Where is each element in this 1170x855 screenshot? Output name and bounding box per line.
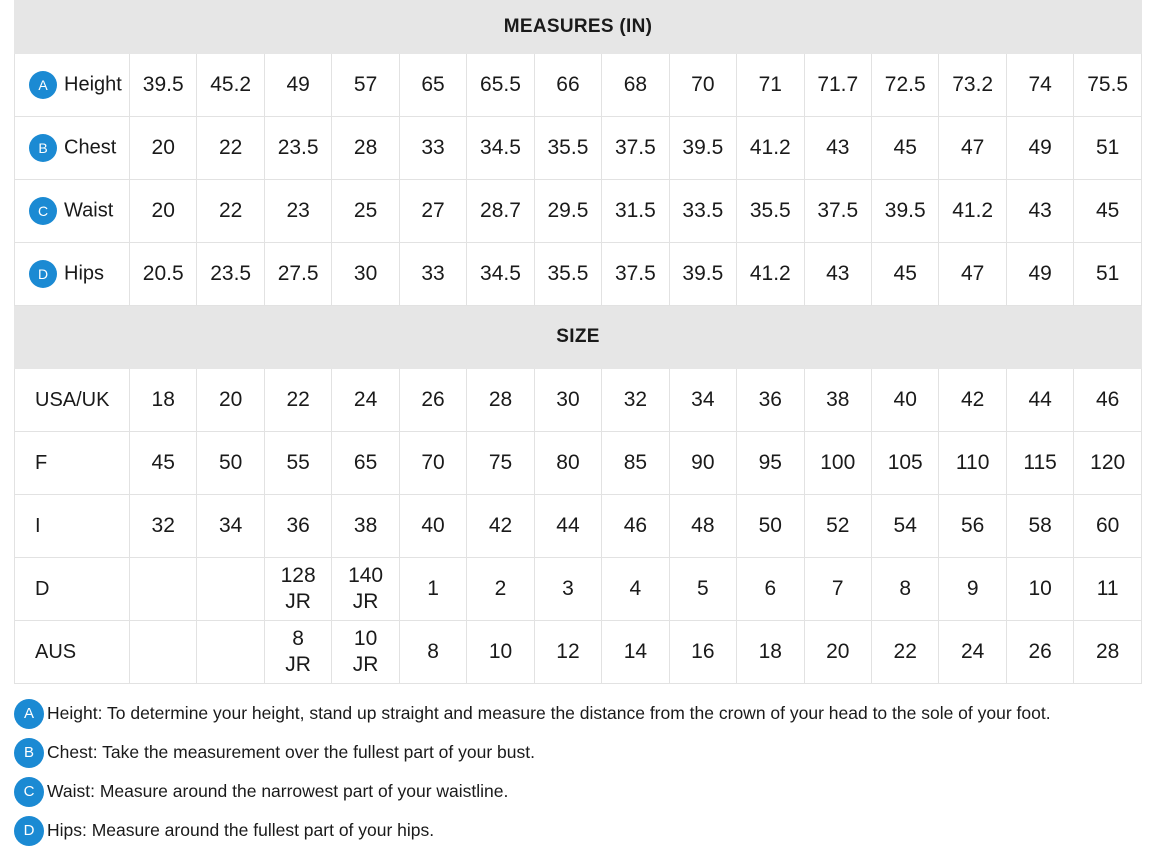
badge-d-icon: D bbox=[29, 260, 57, 288]
size-label: I bbox=[15, 495, 130, 558]
size-label: AUS bbox=[15, 621, 130, 684]
size-value-cell bbox=[197, 558, 264, 621]
size-header-row bbox=[15, 306, 1142, 369]
size-value-cell: 40 bbox=[871, 369, 938, 432]
measure-value-cell: 66 bbox=[534, 54, 601, 117]
measure-value-cell: 71 bbox=[737, 54, 804, 117]
size-value-cell bbox=[197, 621, 264, 684]
measure-value-cell: 20 bbox=[130, 180, 197, 243]
measure-value-cell: 43 bbox=[1006, 180, 1073, 243]
measure-label: Chest bbox=[64, 136, 117, 159]
size-row-usa-uk bbox=[15, 369, 1142, 432]
size-value-cell: 75 bbox=[467, 432, 534, 495]
size-value-cell: 24 bbox=[332, 369, 399, 432]
size-value-cell: 34 bbox=[669, 369, 736, 432]
note-text: Height: To determine your height, stand up straight and measure the distance from the crown of your head to the sole of your foot. bbox=[47, 703, 1051, 723]
measure-label-cell bbox=[15, 180, 130, 243]
size-value-line: 10 bbox=[353, 627, 378, 650]
measure-value-cell: 45 bbox=[1074, 180, 1142, 243]
size-value-cell: 44 bbox=[534, 495, 601, 558]
note-item bbox=[14, 772, 1154, 811]
size-value-cell: 110 bbox=[939, 432, 1006, 495]
size-value-cell: 56 bbox=[939, 495, 1006, 558]
size-value-cell: 32 bbox=[602, 369, 669, 432]
note-badge-c-icon: C bbox=[14, 777, 44, 807]
size-value-cell: 50 bbox=[737, 495, 804, 558]
size-value-cell: 60 bbox=[1074, 495, 1142, 558]
size-value-cell: 95 bbox=[737, 432, 804, 495]
measure-value-cell: 72.5 bbox=[871, 54, 938, 117]
size-value-cell bbox=[130, 558, 197, 621]
measure-value-cell: 49 bbox=[1006, 117, 1073, 180]
size-value-cell: 8 bbox=[399, 621, 466, 684]
measure-value-cell: 23.5 bbox=[264, 117, 331, 180]
size-value-cell: 4 bbox=[602, 558, 669, 621]
size-value-line: JR bbox=[352, 590, 379, 613]
measure-label-cell bbox=[15, 117, 130, 180]
size-label: F bbox=[15, 432, 130, 495]
size-value-cell: 28 bbox=[1074, 621, 1142, 684]
measure-label: Waist bbox=[64, 199, 114, 222]
measure-value-cell: 22 bbox=[197, 117, 264, 180]
size-value-cell: 50 bbox=[197, 432, 264, 495]
size-value-cell: 14 bbox=[602, 621, 669, 684]
measure-value-cell: 39.5 bbox=[871, 180, 938, 243]
measure-value-cell: 35.5 bbox=[534, 243, 601, 306]
measure-value-cell: 41.2 bbox=[737, 243, 804, 306]
note-badge-b-icon: B bbox=[14, 738, 44, 768]
measure-label-cell bbox=[15, 243, 130, 306]
measure-value-cell: 27 bbox=[399, 180, 466, 243]
size-value-cell: 36 bbox=[737, 369, 804, 432]
measure-value-cell: 22 bbox=[197, 180, 264, 243]
size-chart-table bbox=[14, 0, 1142, 684]
measure-value-cell: 45.2 bbox=[197, 54, 264, 117]
size-value-cell: 8 bbox=[871, 558, 938, 621]
measure-value-cell: 33 bbox=[399, 117, 466, 180]
size-value-cell: 30 bbox=[534, 369, 601, 432]
size-value-cell: 38 bbox=[332, 495, 399, 558]
size-label: D bbox=[15, 558, 130, 621]
size-value-cell bbox=[264, 621, 331, 684]
size-value-line: 140 bbox=[348, 564, 384, 587]
measure-value-cell: 34.5 bbox=[467, 117, 534, 180]
measure-value-cell: 51 bbox=[1074, 243, 1142, 306]
measure-value-cell: 43 bbox=[804, 243, 871, 306]
measure-value-cell: 68 bbox=[602, 54, 669, 117]
measure-value-cell: 27.5 bbox=[264, 243, 331, 306]
measure-row-hips bbox=[15, 243, 1142, 306]
measure-value-cell: 39.5 bbox=[130, 54, 197, 117]
measure-row-chest bbox=[15, 117, 1142, 180]
size-value-cell: 2 bbox=[467, 558, 534, 621]
measure-value-cell: 70 bbox=[669, 54, 736, 117]
measure-label: Hips bbox=[64, 262, 105, 285]
measure-value-cell: 39.5 bbox=[669, 243, 736, 306]
size-value-cell: 16 bbox=[669, 621, 736, 684]
size-value-cell: 40 bbox=[399, 495, 466, 558]
size-label: USA/UK bbox=[15, 369, 130, 432]
size-value-cell: 42 bbox=[467, 495, 534, 558]
measure-value-cell: 37.5 bbox=[804, 180, 871, 243]
size-value-cell: 24 bbox=[939, 621, 1006, 684]
size-value-cell: 22 bbox=[871, 621, 938, 684]
size-value-cell bbox=[332, 621, 399, 684]
note-item bbox=[14, 733, 1154, 772]
measurement-notes bbox=[14, 694, 1154, 850]
size-value-cell: 105 bbox=[871, 432, 938, 495]
measure-value-cell: 75.5 bbox=[1074, 54, 1142, 117]
size-value-cell: 52 bbox=[804, 495, 871, 558]
measure-value-cell: 30 bbox=[332, 243, 399, 306]
measure-value-cell: 41.2 bbox=[939, 180, 1006, 243]
size-value-cell: 65 bbox=[332, 432, 399, 495]
measure-value-cell: 45 bbox=[871, 117, 938, 180]
size-value-cell: 28 bbox=[467, 369, 534, 432]
size-value-cell: 100 bbox=[804, 432, 871, 495]
size-value-line: 8 bbox=[292, 627, 304, 650]
note-badge-d-icon: D bbox=[14, 816, 44, 846]
size-value-cell: 32 bbox=[130, 495, 197, 558]
measures-header-row bbox=[15, 1, 1142, 54]
size-value-cell: 115 bbox=[1006, 432, 1073, 495]
measure-value-cell: 35.5 bbox=[737, 180, 804, 243]
size-value-cell: 3 bbox=[534, 558, 601, 621]
measure-value-cell: 57 bbox=[332, 54, 399, 117]
measure-value-cell: 34.5 bbox=[467, 243, 534, 306]
note-badge-a-icon: A bbox=[14, 699, 44, 729]
measure-value-cell: 47 bbox=[939, 117, 1006, 180]
size-value-line: JR bbox=[352, 653, 379, 676]
size-value-cell: 85 bbox=[602, 432, 669, 495]
size-value-cell: 48 bbox=[669, 495, 736, 558]
size-title: SIZE bbox=[15, 306, 1142, 369]
size-value-cell: 26 bbox=[1006, 621, 1073, 684]
measure-value-cell: 37.5 bbox=[602, 243, 669, 306]
measure-value-cell: 47 bbox=[939, 243, 1006, 306]
note-text: Chest: Take the measurement over the fullest part of your bust. bbox=[47, 742, 535, 762]
measure-value-cell: 45 bbox=[871, 243, 938, 306]
measures-title: MEASURES (IN) bbox=[15, 1, 1142, 54]
size-value-cell: 7 bbox=[804, 558, 871, 621]
measure-value-cell: 49 bbox=[264, 54, 331, 117]
badge-a-icon: A bbox=[29, 71, 57, 99]
note-item bbox=[14, 811, 1154, 850]
size-value-cell: 36 bbox=[264, 495, 331, 558]
badge-b-icon: B bbox=[29, 134, 57, 162]
measure-value-cell: 33.5 bbox=[669, 180, 736, 243]
size-value-cell: 58 bbox=[1006, 495, 1073, 558]
measure-value-cell: 33 bbox=[399, 243, 466, 306]
measure-value-cell: 23 bbox=[264, 180, 331, 243]
note-item bbox=[14, 694, 1154, 733]
measure-value-cell: 65 bbox=[399, 54, 466, 117]
measure-value-cell: 43 bbox=[804, 117, 871, 180]
size-row-f bbox=[15, 432, 1142, 495]
size-value-cell: 46 bbox=[602, 495, 669, 558]
size-row-aus bbox=[15, 621, 1142, 684]
note-text: Waist: Measure around the narrowest part of your waistline. bbox=[47, 781, 509, 801]
size-value-cell bbox=[130, 621, 197, 684]
size-value-cell: 45 bbox=[130, 432, 197, 495]
size-value-cell: 34 bbox=[197, 495, 264, 558]
size-value-cell: 18 bbox=[130, 369, 197, 432]
measure-row-height bbox=[15, 54, 1142, 117]
size-value-cell bbox=[332, 558, 399, 621]
measure-value-cell: 65.5 bbox=[467, 54, 534, 117]
size-value-cell: 44 bbox=[1006, 369, 1073, 432]
size-value-cell: 70 bbox=[399, 432, 466, 495]
size-value-cell bbox=[264, 558, 331, 621]
size-chart-body bbox=[15, 1, 1142, 684]
size-value-cell: 11 bbox=[1074, 558, 1142, 621]
size-row-i bbox=[15, 495, 1142, 558]
measure-value-cell: 35.5 bbox=[534, 117, 601, 180]
size-row-d bbox=[15, 558, 1142, 621]
measure-value-cell: 39.5 bbox=[669, 117, 736, 180]
size-value-cell: 6 bbox=[737, 558, 804, 621]
measure-value-cell: 28 bbox=[332, 117, 399, 180]
note-text: Hips: Measure around the fullest part of your hips. bbox=[47, 820, 435, 840]
size-value-cell: 120 bbox=[1074, 432, 1142, 495]
size-value-cell: 12 bbox=[534, 621, 601, 684]
measure-value-cell: 37.5 bbox=[602, 117, 669, 180]
size-value-cell: 18 bbox=[737, 621, 804, 684]
size-value-cell: 55 bbox=[264, 432, 331, 495]
measure-value-cell: 25 bbox=[332, 180, 399, 243]
measure-value-cell: 71.7 bbox=[804, 54, 871, 117]
size-value-line: JR bbox=[285, 590, 311, 613]
size-value-cell: 42 bbox=[939, 369, 1006, 432]
measure-value-cell: 20 bbox=[130, 117, 197, 180]
size-value-cell: 90 bbox=[669, 432, 736, 495]
size-value-cell: 20 bbox=[197, 369, 264, 432]
measure-value-cell: 73.2 bbox=[939, 54, 1006, 117]
size-value-cell: 80 bbox=[534, 432, 601, 495]
size-value-cell: 26 bbox=[399, 369, 466, 432]
measure-value-cell: 51 bbox=[1074, 117, 1142, 180]
measure-value-cell: 28.7 bbox=[467, 180, 534, 243]
size-value-cell: 22 bbox=[264, 369, 331, 432]
size-value-cell: 1 bbox=[399, 558, 466, 621]
badge-c-icon: C bbox=[29, 197, 57, 225]
measure-value-cell: 23.5 bbox=[197, 243, 264, 306]
size-value-cell: 46 bbox=[1074, 369, 1142, 432]
measure-value-cell: 20.5 bbox=[130, 243, 197, 306]
measure-row-waist bbox=[15, 180, 1142, 243]
size-value-cell: 10 bbox=[1006, 558, 1073, 621]
size-value-cell: 10 bbox=[467, 621, 534, 684]
size-value-line: 128 bbox=[280, 564, 316, 587]
size-value-cell: 54 bbox=[871, 495, 938, 558]
measure-value-cell: 49 bbox=[1006, 243, 1073, 306]
measure-value-cell: 41.2 bbox=[737, 117, 804, 180]
size-value-cell: 9 bbox=[939, 558, 1006, 621]
size-value-cell: 38 bbox=[804, 369, 871, 432]
size-value-cell: 5 bbox=[669, 558, 736, 621]
measure-value-cell: 31.5 bbox=[602, 180, 669, 243]
measure-value-cell: 74 bbox=[1006, 54, 1073, 117]
measure-label-cell bbox=[15, 54, 130, 117]
measure-label: Height bbox=[64, 73, 122, 96]
measure-value-cell: 29.5 bbox=[534, 180, 601, 243]
size-value-cell: 20 bbox=[804, 621, 871, 684]
size-value-line: JR bbox=[285, 653, 311, 676]
